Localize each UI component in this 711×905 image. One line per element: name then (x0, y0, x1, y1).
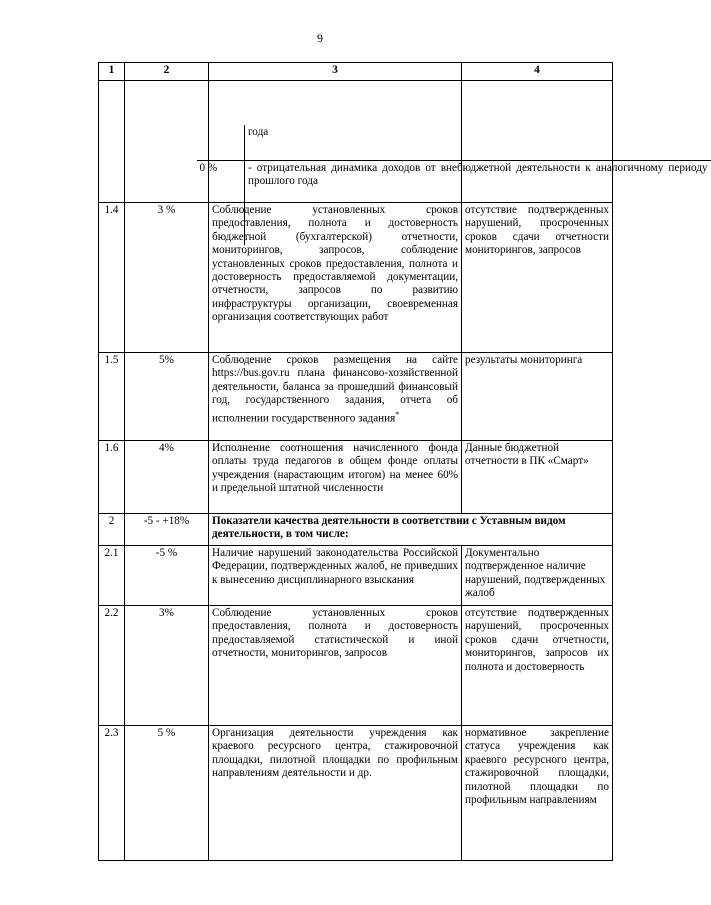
cell-indicator: Соблюдение установленных сроков предоставления, полнота и достоверность бюджетной (бухгалтерской) отчетности, мониторингов, запросов, соблюдение установленных сроков предоставления, полнота и достоверность предоставляемой документации, отчетности, запросов по развитию инфраструктуры организации, своевременная организация соответствующих работ (209, 203, 462, 353)
cell-weight: 5% (125, 353, 209, 441)
cell-indicator: Наличие нарушений законодательства Российской Федерации, подтвержденных жалоб, не приведших к вынесению дисциплинарного взыскания (209, 546, 462, 606)
cell-source: Данные бюджетной отчетности в ПК «Смарт» (462, 441, 613, 514)
section-title: Показатели качества деятельности в соответствии с Уставным видом деятельности, в том числе: (209, 514, 613, 546)
cell-weight: 3 % (125, 203, 209, 353)
cell-num: 2.2 (99, 606, 125, 726)
cell-source: отсутствие подтвержденных нарушений, просроченных сроков сдачи отчетности мониторингов, запросов (462, 203, 613, 353)
sub-value: 0 % (197, 161, 245, 245)
cell-indicator: Исполнение соотношения начисленного фонда оплаты труда педагогов в общем фонде оплаты учреждения (нарастающим итогом) на менее 60% и предельной штатной численности (209, 441, 462, 514)
cell-indicator: Организация деятельности учреждения как краевого ресурсного центра, стажировочной площадки, пилотной площадки по профильным направлениям деятельности и др. (209, 726, 462, 861)
table-row (99, 353, 613, 441)
cell-source: отсутствие подтвержденных нарушений, просроченных сроков сдачи отчетности, мониторингов, запросов их полнота и достоверность (462, 606, 613, 726)
cell-num: 2.3 (99, 726, 125, 861)
header-row (99, 63, 613, 81)
cell-indicator: Соблюдение установленных сроков предоставления, полнота и достоверность предоставляемой статистической и иной отчетности, мониторингов, запросов (209, 606, 462, 726)
criteria-table (98, 62, 708, 861)
page-number: 9 (317, 31, 323, 45)
table-row (99, 606, 613, 726)
sub-value (197, 125, 245, 161)
cell-num: 1.4 (99, 203, 125, 353)
cell-indicator (209, 353, 462, 441)
cell-num (99, 81, 125, 203)
footnote-mark: * (395, 409, 400, 419)
cell-num: 1.6 (99, 441, 125, 514)
sub-text: - отрицательная динамика доходов от внебюджетной деятельности к аналогичному периоду прошлого года (245, 161, 711, 245)
cell-weight: -5 % (125, 546, 209, 606)
cell-subtable (199, 81, 708, 203)
cell-num: 2 (99, 514, 125, 546)
header-col-3: 3 (209, 63, 462, 81)
header-col-2: 2 (125, 63, 209, 81)
cell-weight: -5 - +18% (125, 514, 209, 546)
sub-table (197, 125, 711, 245)
header-col-1: 1 (99, 63, 125, 81)
section-row (99, 514, 613, 546)
cell-source: нормативное закрепление статуса учреждения как краевого ресурсного центра, стажировочной площадки, пилотной площадки по профильным направлениям (462, 726, 613, 861)
cell-source: результаты мониторинга (462, 353, 613, 441)
sub-row (197, 161, 711, 245)
header-col-4: 4 (462, 63, 613, 81)
cell-source: Документально подтвержденное наличие нарушений, подтвержденных жалоб (462, 546, 613, 606)
table-row (99, 546, 613, 606)
cell-num: 2.1 (99, 546, 125, 606)
table-row (99, 441, 613, 514)
table-row (99, 81, 613, 203)
cell-num: 1.5 (99, 353, 125, 441)
sub-row (197, 125, 711, 161)
sub-text: года (248, 125, 269, 138)
cell-weight: 5 % (125, 726, 209, 861)
indicator-text: Соблюдение сроков размещения на сайте https://bus.gov.ru плана финансово-хозяйственной деятельности, баланса за прошедший финансовый год, государственного задания, отчета об исполнении государственного задания (212, 354, 458, 425)
cell-weight: 4% (125, 441, 209, 514)
cell-weight: 3% (125, 606, 209, 726)
table-row (99, 726, 613, 861)
